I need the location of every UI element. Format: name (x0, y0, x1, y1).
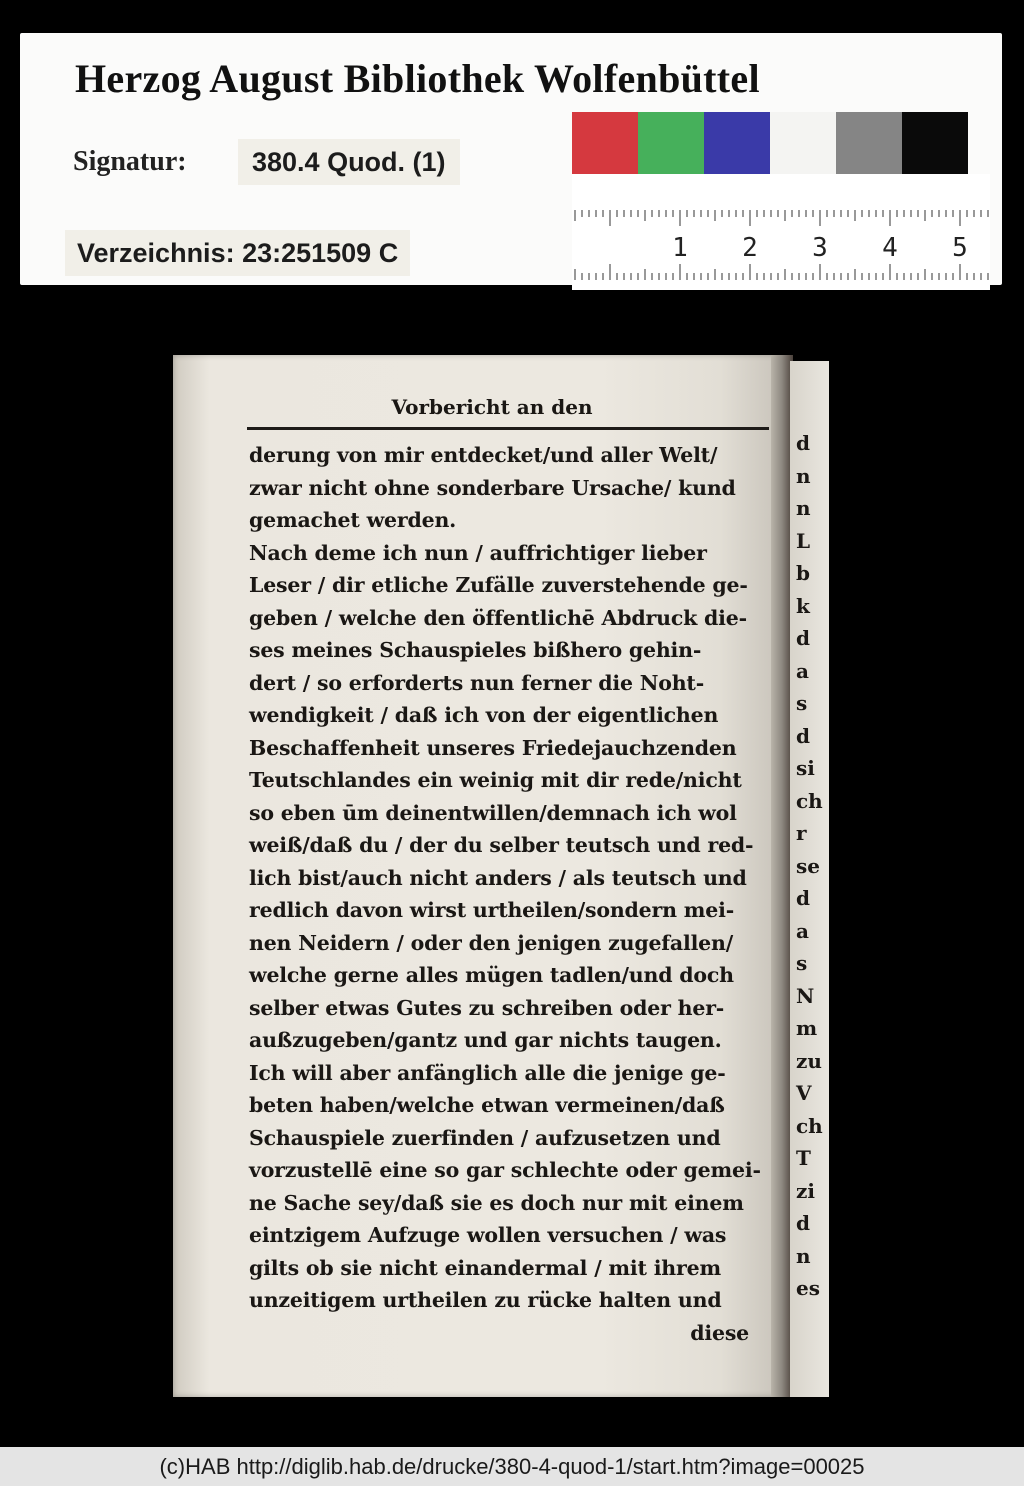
next-page-edge-letter: se (796, 853, 820, 878)
next-page-edge-letter: s (796, 951, 808, 975)
next-page-edge-letter: d (796, 626, 810, 650)
text-line: wendigkeit / daß ich von der eigentlichen (249, 703, 719, 727)
next-page-edge-letter: n (796, 496, 811, 520)
library-label-card (20, 33, 1002, 285)
text-line: selber etwas Gutes zu schreiben oder her- (249, 995, 725, 1020)
text-line: außzugeben/gantz und gar nichts taugen. (249, 1028, 722, 1052)
next-page-edge-letter: s (796, 691, 808, 715)
next-page-edge-letter: ch (796, 1113, 823, 1138)
next-page-edge-letter: T (796, 1146, 811, 1170)
library-title: Herzog August Bibliothek Wolfenbüttel (75, 56, 760, 101)
text-line: ne Sache sey/daß sie es doch nur mit einem (249, 1190, 744, 1215)
text-line: Ich will aber anfänglich alle die jenige ge- (249, 1060, 726, 1085)
next-page-edge-letter: k (796, 593, 810, 618)
text-line: redlich davon wirst urtheilen/sondern mei- (249, 898, 735, 922)
text-line: gemachet werden. (249, 508, 457, 532)
color-calibration-chart (572, 112, 968, 174)
ruler-number: 3 (812, 233, 828, 263)
text-line: ses meines Schauspieles bißhero gehin- (249, 638, 702, 662)
text-line: Beschaffenheit unseres Friedejauchzenden (249, 735, 737, 760)
book-page (173, 355, 781, 1397)
color-swatch-6 (902, 112, 968, 174)
next-page-edge-letter: N (796, 983, 815, 1008)
footer-bar (0, 1447, 1024, 1486)
ruler-number: 2 (742, 233, 758, 263)
text-line: so eben ūm deinentwillen/demnach ich wol (249, 800, 737, 825)
text-line: vorzustellē eine so gar schlechte oder gemei- (249, 1158, 761, 1182)
text-line: lich bist/auch nicht anders / als teutsch und (249, 865, 747, 890)
next-page-edge-letter: b (796, 561, 810, 585)
next-page-edge-letter: a (796, 918, 809, 943)
text-line: gilts ob sie nicht einandermal / mit ihrem (249, 1255, 721, 1280)
next-page-edge-letter: si (796, 756, 815, 780)
next-page-edge-letter: n (796, 1243, 811, 1268)
next-page-edge-letter: d (796, 723, 810, 748)
text-line: beten haben/welche etwan vermeinen/daß (249, 1093, 725, 1117)
next-page-edge-letter: d (796, 431, 810, 455)
signatur-label: Signatur: (73, 146, 187, 177)
next-page-edge-letter: d (796, 886, 810, 910)
next-page-edge-letter: a (796, 658, 809, 683)
catchword: diese (690, 1320, 749, 1345)
book-spread (173, 355, 829, 1397)
next-page-edge-letter: zu (796, 1048, 822, 1073)
copyright-url-text: (c)HAB http://diglib.hab.de/drucke/380-4-quod-1/start.htm?image=00025 (159, 1454, 865, 1479)
text-line: Teutschlandes ein weinig mit dir rede/nicht (249, 768, 742, 792)
text-line: welche gerne alles mügen tadlen/und doch (249, 963, 734, 987)
text-line: weiß/daß du / der du selber teutsch und red- (249, 833, 754, 857)
page-body-text (249, 439, 769, 1349)
color-swatch-3 (704, 112, 770, 174)
verzeichnis-value: Verzeichnis: 23:251509 C (65, 230, 410, 276)
text-line: derung von mir entdecket/und aller Welt/ (249, 443, 718, 467)
next-page-edge-letter: r (796, 821, 807, 845)
text-line: Schauspiele zuerfinden / aufzusetzen und (249, 1125, 721, 1150)
ruler-number: 1 (672, 233, 688, 263)
next-page-edge-letter: es (796, 1276, 820, 1300)
running-head: Vorbericht an den (391, 395, 593, 419)
signatur-value: 380.4 Quod. (1) (238, 139, 460, 185)
next-page-edge-letter: m (796, 1016, 818, 1040)
scale-ruler (572, 174, 990, 290)
text-line: nen Neidern / oder den jenigen zugefallen/ (249, 930, 734, 955)
text-line: unzeitigem urtheilen zu rücke halten und (249, 1288, 722, 1312)
next-page-edge-letter: d (796, 1211, 810, 1235)
header-rule (247, 427, 769, 430)
text-line: eintzigem Aufzuge wollen versuchen / was (249, 1223, 727, 1247)
text-line: Leser / dir etliche Zufälle zuverstehende ge- (249, 573, 748, 597)
text-line: dert / so erforderts nun ferner die Noht- (249, 670, 705, 695)
color-swatch-4 (770, 112, 836, 174)
text-line: geben / welche den öffentlichē Abdruck die- (249, 605, 747, 630)
next-page-edge-letter: zi (796, 1178, 815, 1203)
color-swatch-1 (572, 112, 638, 174)
color-swatch-2 (638, 112, 704, 174)
next-page-edge (790, 361, 829, 1397)
next-page-edge-letter: ch (796, 788, 823, 813)
ruler-number: 5 (952, 233, 968, 263)
next-page-edge-letter: V (796, 1081, 812, 1105)
next-page-edge-letter: n (796, 463, 811, 488)
color-swatch-5 (836, 112, 902, 174)
text-line: zwar nicht ohne sonderbare Ursache/ kund (249, 475, 736, 500)
next-page-edge-letter: L (796, 528, 811, 553)
ruler-number: 4 (882, 233, 898, 263)
text-line: Nach deme ich nun / auffrichtiger lieber (249, 540, 707, 565)
